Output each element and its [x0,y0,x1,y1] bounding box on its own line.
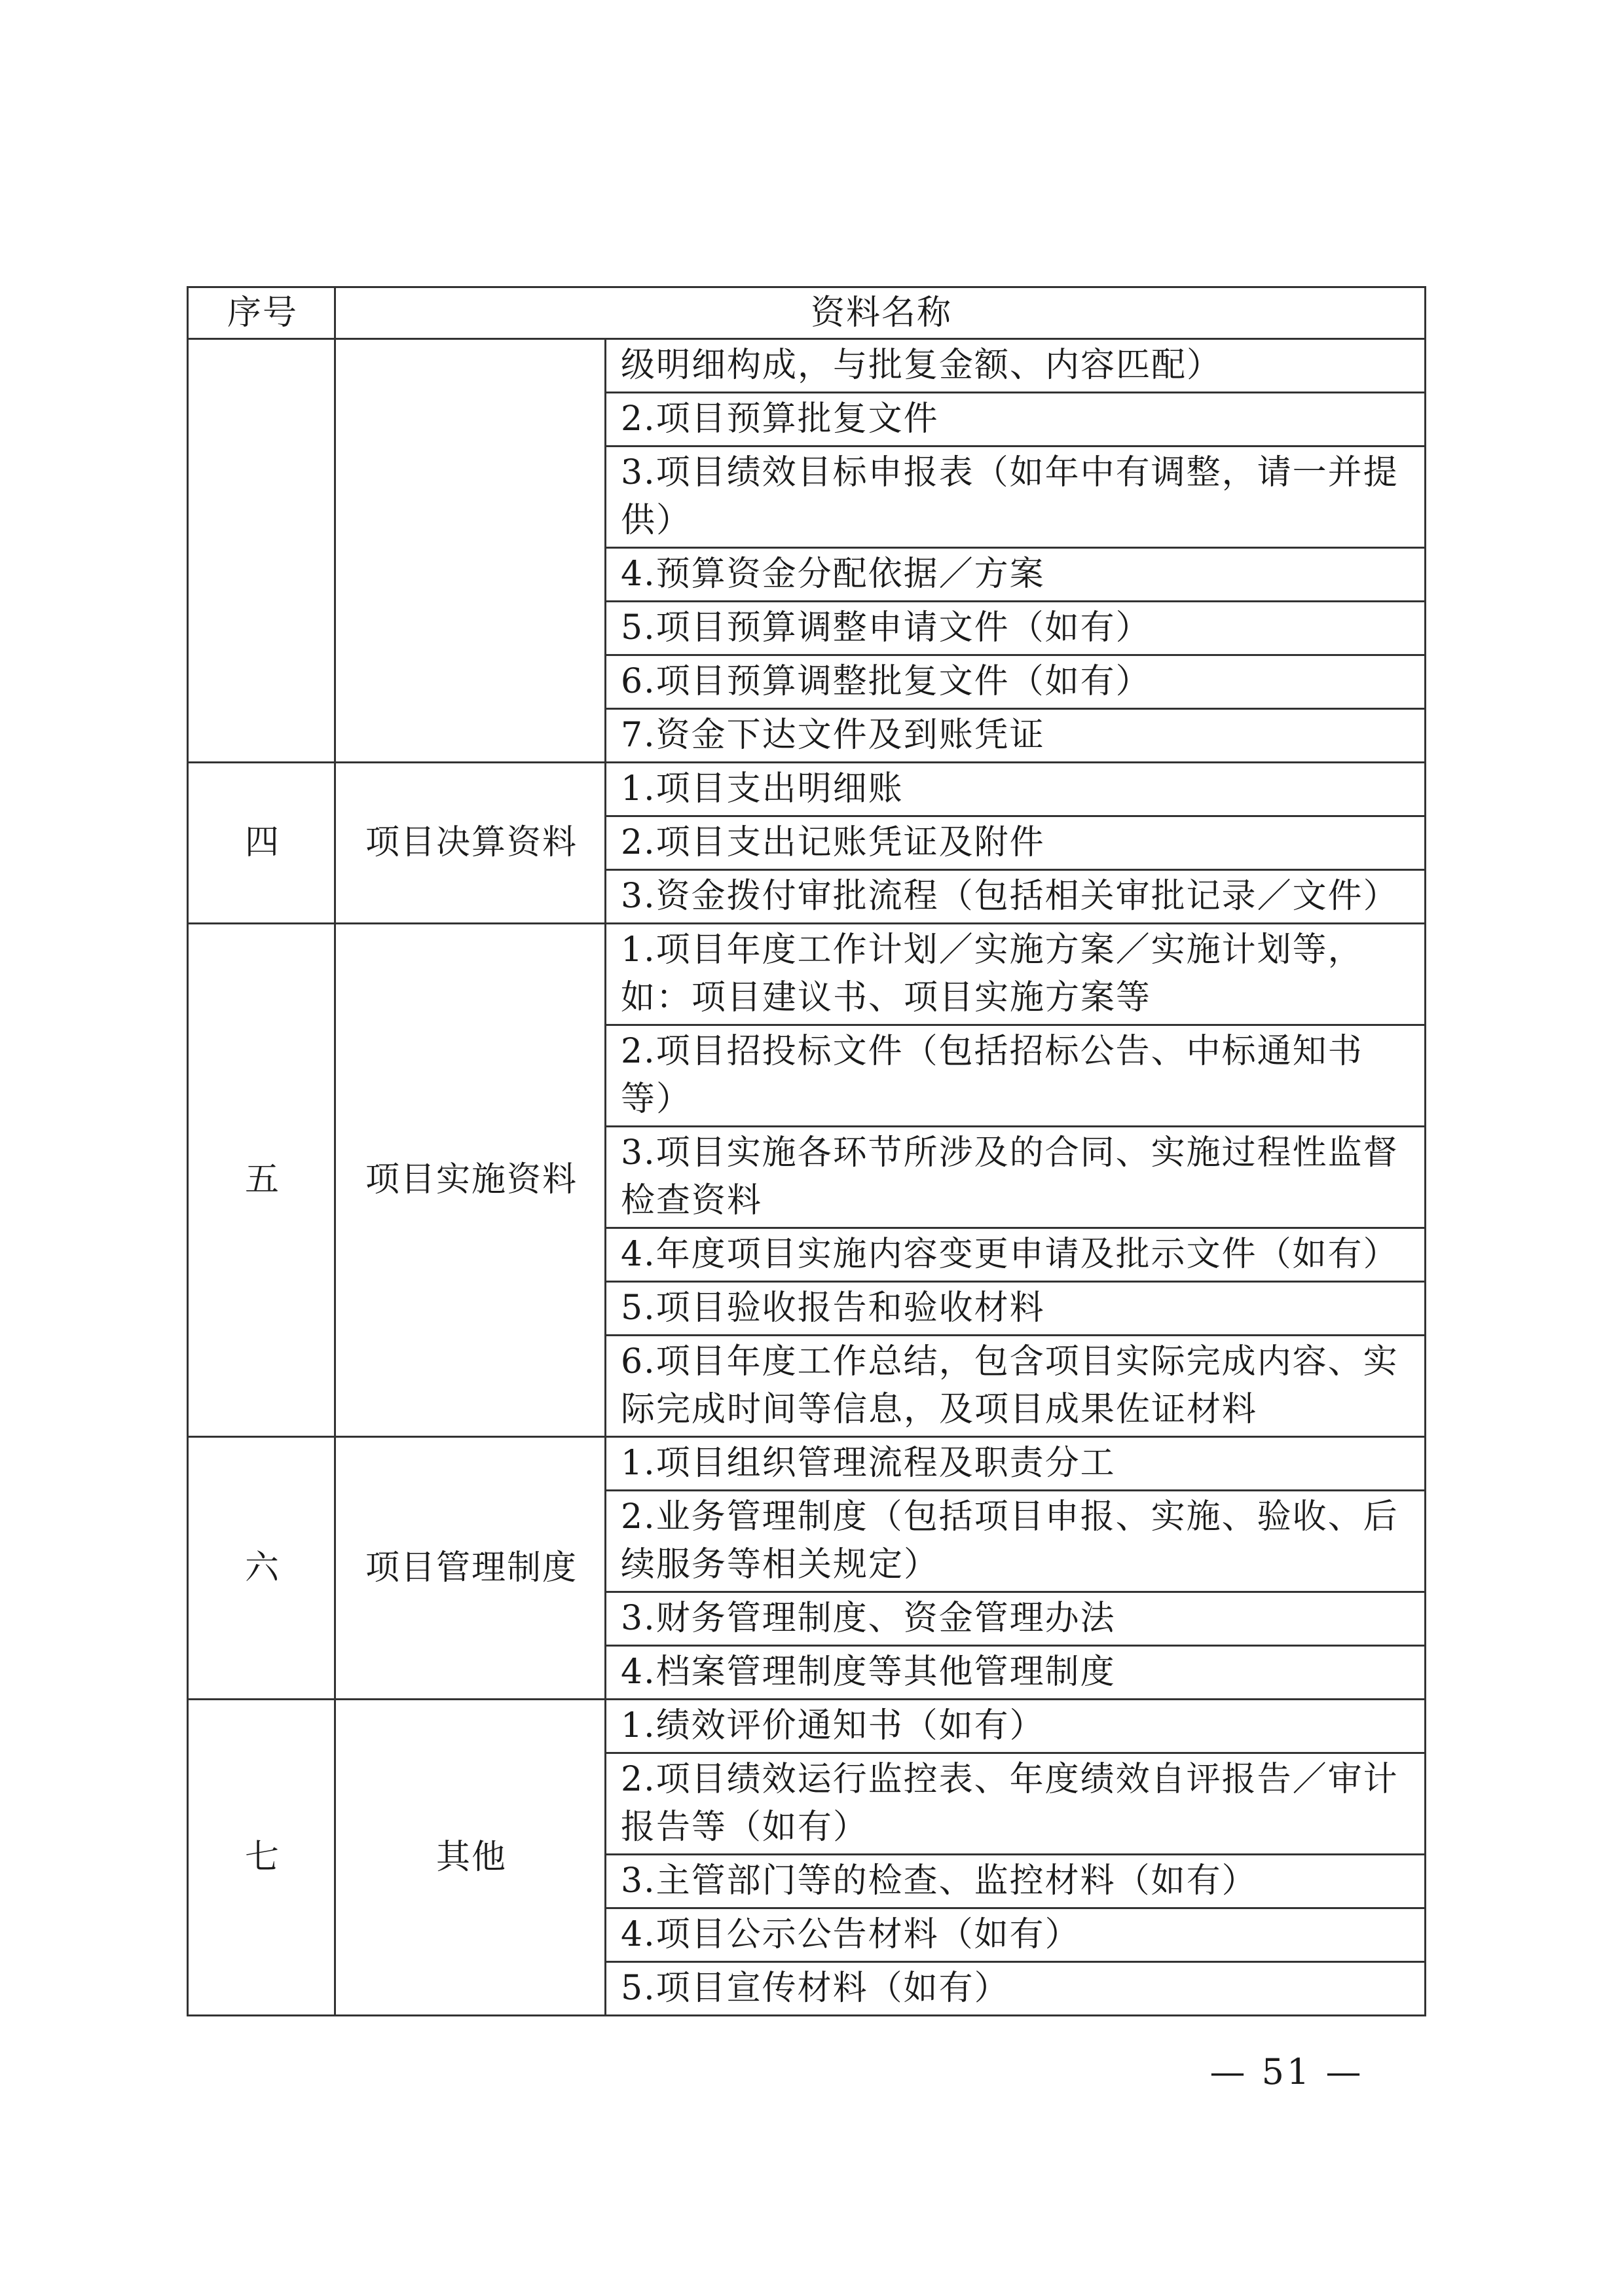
section-category: 项目决算资料 [335,763,606,924]
materials-table [187,286,1426,2016]
material-item: 7.资金下达文件及到账凭证 [606,709,1426,763]
section-number: 五 [188,924,335,1437]
material-item: 5.项目宣传材料（如有） [606,1962,1426,2016]
section-number: 七 [188,1700,335,2016]
table-header-row [188,287,1426,339]
header-material-name: 资料名称 [335,287,1426,339]
material-item: 5.项目预算调整申请文件（如有） [606,602,1426,655]
section-category: 其他 [335,1700,606,2016]
table-row [188,1700,1426,1753]
material-item: 2.项目预算批复文件 [606,393,1426,446]
material-item: 2.项目绩效运行监控表、年度绩效自评报告／审计报告等（如有） [606,1753,1426,1855]
material-item: 3.资金拨付审批流程（包括相关审批记录／文件） [606,870,1426,924]
material-item: 3.项目实施各环节所涉及的合同、实施过程性监督检查资料 [606,1127,1426,1228]
material-item: 4.档案管理制度等其他管理制度 [606,1646,1426,1700]
material-item: 5.项目验收报告和验收材料 [606,1282,1426,1336]
material-item: 4.项目公示公告材料（如有） [606,1908,1426,1962]
material-item: 1.项目支出明细账 [606,763,1426,816]
material-item: 2.项目招投标文件（包括招标公告、中标通知书等） [606,1025,1426,1127]
table-row [188,339,1426,393]
material-item: 3.财务管理制度、资金管理办法 [606,1592,1426,1646]
material-item: 3.主管部门等的检查、监控材料（如有） [606,1855,1426,1908]
section-number: 六 [188,1437,335,1700]
table-row [188,763,1426,816]
material-item: 4.预算资金分配依据／方案 [606,548,1426,602]
page-number: — 51 — [1209,2051,1364,2092]
section-category-cell-continued [335,339,606,763]
material-item: 2.项目支出记账凭证及附件 [606,816,1426,870]
material-item: 2.业务管理制度（包括项目申报、实施、验收、后续服务等相关规定） [606,1491,1426,1592]
material-item: 6.项目预算调整批复文件（如有） [606,655,1426,709]
section-category: 项目管理制度 [335,1437,606,1700]
material-item: 级明细构成，与批复金额、内容匹配） [606,339,1426,393]
section-number-cell-continued [188,339,335,763]
material-item: 1.项目年度工作计划／实施方案／实施计划等，如：项目建议书、项目实施方案等 [606,924,1426,1025]
section-number: 四 [188,763,335,924]
table-row [188,924,1426,1025]
material-item: 1.项目组织管理流程及职责分工 [606,1437,1426,1491]
section-category: 项目实施资料 [335,924,606,1437]
material-item: 3.项目绩效目标申报表（如年中有调整，请一并提供） [606,446,1426,548]
header-number: 序号 [188,287,335,339]
material-item: 1.绩效评价通知书（如有） [606,1700,1426,1753]
material-item: 6.项目年度工作总结，包含项目实际完成内容、实际完成时间等信息，及项目成果佐证材料 [606,1336,1426,1437]
table-row [188,1437,1426,1491]
material-item: 4.年度项目实施内容变更申请及批示文件（如有） [606,1228,1426,1282]
